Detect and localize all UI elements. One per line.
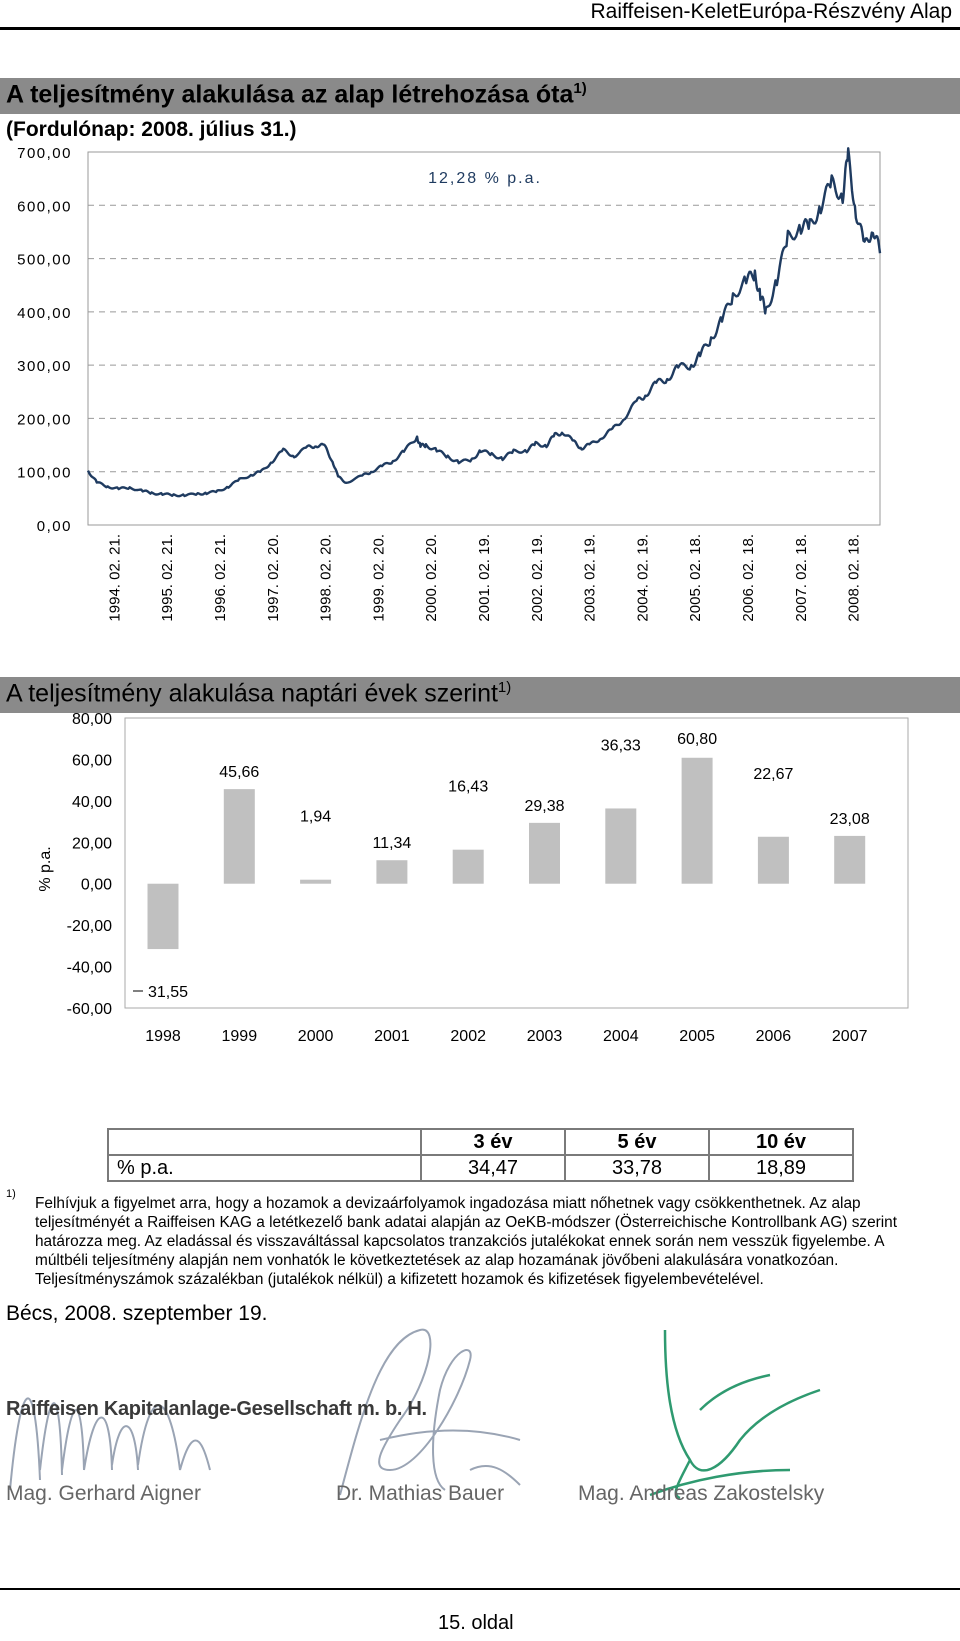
footnote-mark: 1) — [6, 1188, 16, 1200]
data-label: 31,55 — [147, 984, 189, 1001]
x-tick-label: 2000 — [297, 1028, 334, 1045]
x-tick-label: 2002 — [450, 1028, 486, 1045]
table-row-label: % p.a. — [108, 1155, 421, 1181]
bar — [758, 837, 789, 884]
x-tick-label: 2005 — [679, 1028, 715, 1045]
data-label: 45,66 — [219, 764, 260, 782]
data-label: 60,80 — [677, 730, 718, 748]
x-tick-label: 2003. 02. 19. — [581, 534, 599, 622]
bar — [605, 808, 636, 883]
footer-rule — [0, 1588, 960, 1590]
table-header-row — [108, 1129, 853, 1155]
bar — [529, 823, 560, 884]
y-axis-label: % p.a. — [37, 846, 54, 892]
bar — [148, 884, 179, 949]
y-tick-label: 600,00 — [17, 198, 72, 216]
x-tick-label: 1996. 02. 21. — [212, 534, 229, 622]
x-tick-label: 2006 — [755, 1028, 792, 1045]
bar — [376, 860, 407, 883]
table-header-cell: 3 év — [421, 1129, 565, 1155]
bar — [453, 850, 484, 884]
x-tick-label: 2007 — [831, 1028, 868, 1045]
data-label: 22,67 — [753, 765, 794, 783]
page-number: 15. oldal — [438, 1612, 514, 1634]
reference-date: (Fordulónap: 2008. július 31.) — [6, 118, 297, 141]
y-tick-label: 300,00 — [17, 358, 72, 376]
table-cell: 33,78 — [565, 1155, 709, 1181]
data-label: 1,94 — [300, 808, 332, 826]
bar — [834, 836, 865, 884]
x-tick-label: 2005. 02. 18. — [687, 534, 705, 622]
signer-bauer: Dr. Mathias Bauer — [336, 1482, 505, 1505]
cagr-annotation: 12,28 % p.a. — [428, 170, 542, 187]
x-tick-label: 1998 — [145, 1028, 181, 1045]
y-tick-label: 20,00 — [71, 835, 112, 853]
data-label: 36,33 — [600, 737, 641, 755]
x-tick-label: 2004. 02. 19. — [634, 534, 652, 622]
y-tick-label: 60,00 — [71, 752, 112, 770]
table-cell: 34,47 — [421, 1155, 565, 1181]
table-header-cell: 10 év — [709, 1129, 853, 1155]
y-tick-label: -20,00 — [66, 918, 112, 936]
x-tick-label: 2001 — [374, 1028, 410, 1045]
data-label: 16,43 — [448, 778, 489, 796]
signature-zakostelsky — [650, 1330, 820, 1498]
data-label: 23,08 — [829, 810, 870, 828]
place-date: Bécs, 2008. szeptember 19. — [6, 1302, 268, 1325]
section-title-2-note: 1) — [497, 679, 512, 696]
y-tick-label: -60,00 — [66, 1001, 112, 1018]
y-tick-label: 400,00 — [17, 304, 72, 322]
x-tick-label: 1999. 02. 20. — [370, 534, 388, 622]
x-tick-label: 1999 — [221, 1028, 258, 1045]
section-title-1-note: 1) — [573, 80, 587, 97]
x-tick-label: 1994. 02. 21. — [106, 534, 124, 622]
table-row — [108, 1155, 853, 1181]
signer-zakostelsky: Mag. Andreas Zakostelsky — [578, 1482, 825, 1505]
y-tick-label: 700,00 — [17, 145, 72, 162]
y-tick-label: 0,00 — [80, 876, 112, 894]
x-tick-label: 2001. 02. 19. — [476, 534, 493, 622]
bar — [300, 880, 331, 884]
data-label: 29,38 — [524, 797, 565, 815]
x-tick-label: 2004 — [603, 1028, 639, 1045]
company-name: Raiffeisen Kapitalanlage-Gesellschaft m. b. H. — [6, 1398, 427, 1420]
table-cell: 18,89 — [709, 1155, 853, 1181]
x-tick-label: 2002. 02. 19. — [528, 534, 546, 622]
bar — [682, 758, 713, 884]
y-tick-label: 40,00 — [71, 793, 112, 811]
x-tick-label: 2000. 02. 20. — [423, 534, 441, 622]
x-tick-label: 2007. 02. 18. — [792, 534, 810, 622]
x-tick-label: 2006. 02. 18. — [740, 534, 757, 622]
x-tick-label: 2003 — [526, 1028, 563, 1045]
signer-aigner: Mag. Gerhard Aigner — [6, 1482, 201, 1505]
x-tick-label: 2008. 02. 18. — [845, 534, 863, 622]
y-tick-label: -40,00 — [66, 959, 112, 977]
x-tick-label: 1998. 02. 20. — [317, 534, 335, 622]
y-tick-label: 500,00 — [17, 251, 72, 269]
bar — [224, 789, 255, 884]
footnote-text: Felhívjuk a figyelmet arra, hogy a hozamok a devizaárfolyamok ingadozása miatt nőhetnek vagy csökkenthetnek. Az alap teljesítményét a Raiffeisen KAG a letétkezelő bank adatai alapján az OeKB-módszer (Österreichische Kontrollbank AG) szerint határozza meg. Az eladással és visszaváltással kapcsolatos tranzakciós jutalékokat ennek során nem vesszük figyelembe. A múltbéli teljesítmény alapján nem vonhatók le következtetések az alap hozamának jövőbeni alakulására vonatkozóan. Teljesítményszámok százalékban (jutalékok nélkül) a kifizetett hozamok és kifizetések figyelembevételével. — [35, 1195, 898, 1288]
y-tick-label: 100,00 — [17, 464, 72, 482]
section-title-2-text: A teljesítmény alakulása naptári évek szerint — [6, 679, 498, 708]
section-title-1-text: A teljesítmény alakulása az alap létrehozása óta — [6, 80, 574, 109]
y-tick-label: 80,00 — [71, 711, 112, 728]
fund-name: Raiffeisen-KeletEurópa-Részvény Alap — [590, 0, 952, 23]
x-tick-label: 1997. 02. 20. — [264, 534, 282, 622]
table-header-cell — [108, 1129, 421, 1155]
performance-table — [107, 1128, 854, 1182]
data-label: 11,34 — [372, 835, 412, 853]
x-tick-label: 1995. 02. 21. — [159, 534, 177, 622]
y-tick-label: 200,00 — [17, 411, 72, 429]
table-header-cell: 5 év — [565, 1129, 709, 1155]
y-tick-label: 0,00 — [36, 518, 72, 535]
